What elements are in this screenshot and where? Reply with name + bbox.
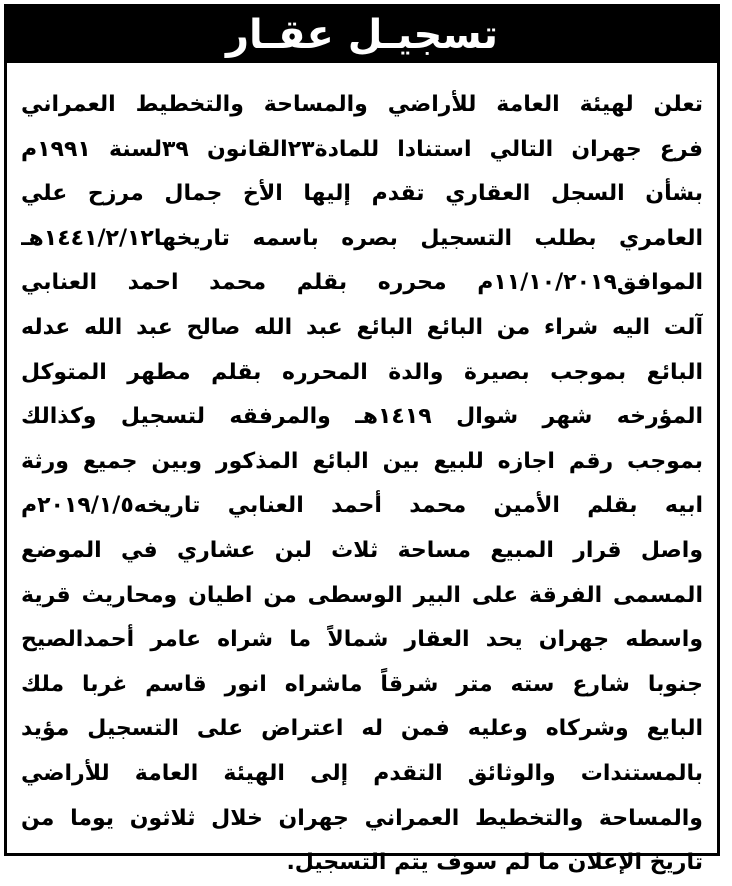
legal-notice bbox=[4, 4, 720, 876]
notice-line: آلت اليه شراء من البائع البائع عبد الله صالح عبد الله عدله bbox=[21, 314, 703, 340]
notice-line: واصل قرار المبيع مساحة ثلاث لبن عشاري في الموضع bbox=[21, 537, 703, 563]
notice-line: بموجب رقم اجازه للبيع بين البائع المذكور وبين جميع ورثة bbox=[21, 448, 703, 474]
notice-line: المسمى الفرقة على البير الوسطى من اطيان ومحاريث قرية bbox=[21, 582, 703, 608]
notice-line: البائع بموجب بصيرة والدة المحرره بقلم مطهر المتوكل bbox=[21, 359, 703, 385]
notice-title: تسجيـل عقـار bbox=[225, 12, 498, 58]
notice-line: فرع جهران التالي استنادا للمادة٢٣القانون ٣٩لسنة ١٩٩١م bbox=[21, 136, 703, 162]
title-banner bbox=[7, 7, 717, 63]
notice-line: والمساحة والتخطيط العمراني جهران خلال ثلاثون يوما من bbox=[21, 805, 703, 831]
notice-line: العامري بطلب التسجيل بصره باسمه تاريخها١٤٤١/٢/١٢هـ bbox=[21, 225, 703, 251]
notice-line: واسطه جهران يحد العقار شمالاً ما شراه عامر أحمدالصيح bbox=[21, 627, 703, 653]
notice-line: تعلن لهيئة العامة للأراضي والمساحة والتخطيط العمراني bbox=[21, 92, 703, 117]
notice-line: المؤرخه شهر شوال ١٤١٩هـ والمرفقه لتسجيل وكذالك bbox=[21, 404, 703, 430]
notice-line: الموافق١١/١٠/٢٠١٩م محرره بقلم محمد احمد العنابي bbox=[21, 270, 703, 296]
notice-body bbox=[21, 83, 703, 886]
notice-line: تاريخ الإعلان ما لم سوف يتم التسجيل. bbox=[286, 850, 703, 876]
notice-line: البايع وشركاه وعليه فمن له اعتراض على التسجيل مؤيد bbox=[21, 716, 703, 742]
notice-line: جنوبا شارع سته متر شرقاً ماشراه انور قاسم غربا ملك bbox=[21, 671, 703, 697]
notice-line: بالمستندات والوثائق التقدم إلى الهيئة العامة للأراضي bbox=[21, 760, 703, 786]
notice-line: ابيه بقلم الأمين محمد أحمد العنابي تاريخه٢٠١٩/١/٥م bbox=[21, 493, 703, 519]
notice-line: بشأن السجل العقاري تقدم إليها الأخ جمال مرزح علي bbox=[21, 181, 703, 207]
